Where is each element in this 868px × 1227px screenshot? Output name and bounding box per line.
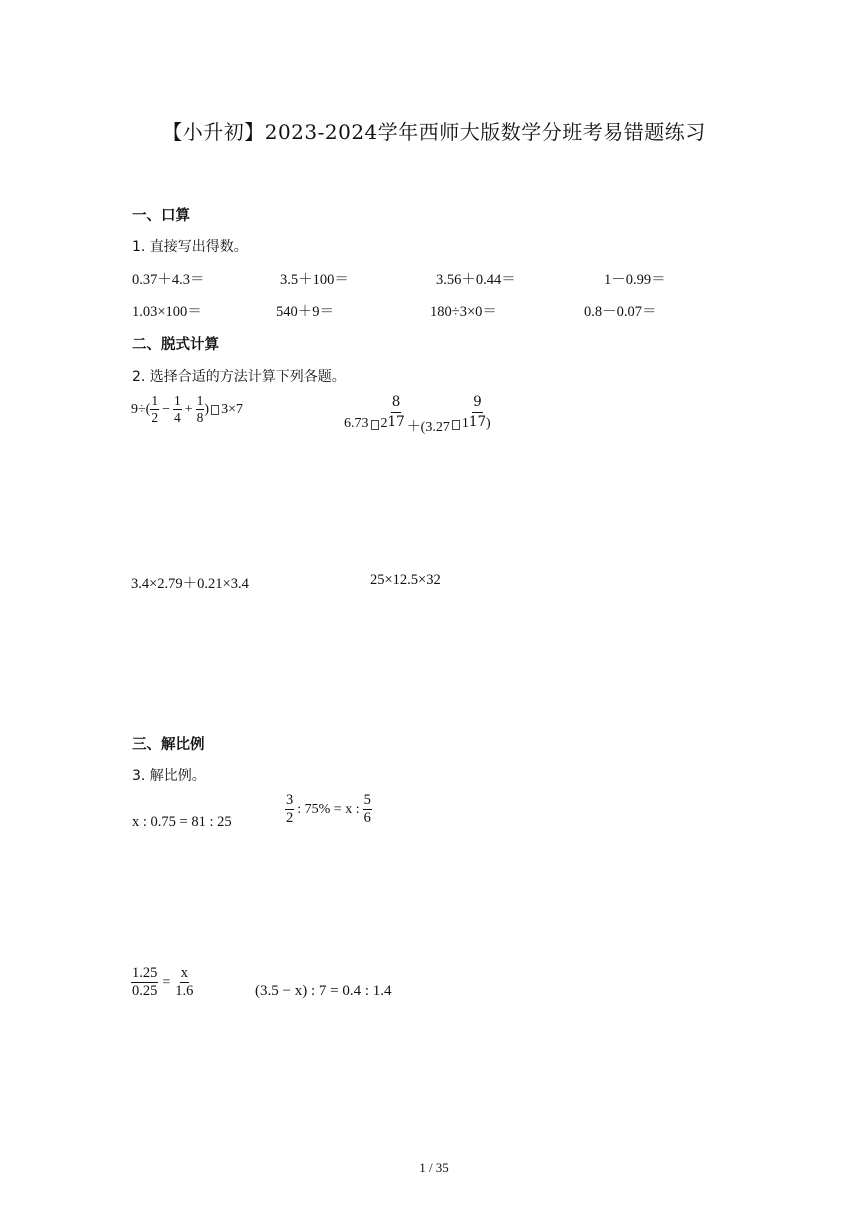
- question-3: 3. 解比例。: [132, 768, 206, 784]
- minus-sign: −: [162, 401, 171, 417]
- expr-text: 3×7: [221, 401, 243, 417]
- numerator: 1: [196, 394, 205, 410]
- oral-item: 180÷3×0＝: [430, 304, 497, 320]
- proportion-4: (3.5 − x) : 7 = 0.4 : 1.4: [255, 983, 392, 999]
- fraction: [196, 394, 205, 425]
- calc-expression-3: 3.4×2.79＋0.21×3.4: [131, 576, 249, 592]
- whole-part: 1: [461, 416, 469, 431]
- equals-sign: =: [162, 974, 171, 990]
- expr-text: 6.73: [344, 416, 369, 431]
- expr-text: 9÷(: [131, 401, 151, 417]
- denominator: 17: [468, 414, 487, 430]
- expr-text: ): [486, 416, 491, 431]
- expr-text: : 75% = x :: [297, 801, 360, 817]
- missing-glyph-box: [371, 420, 379, 430]
- oral-item: 0.8－0.07＝: [584, 304, 657, 320]
- fraction: [388, 394, 405, 430]
- denominator: 17: [387, 414, 405, 430]
- fraction: [285, 793, 294, 826]
- section-heading-proportion: 三、解比例: [132, 737, 205, 753]
- denominator: 6: [363, 810, 371, 827]
- section-heading-oral: 一、口算: [132, 208, 190, 224]
- numerator: 1: [173, 394, 182, 410]
- numerator: 1: [150, 394, 159, 410]
- oral-item: 0.37＋4.3＝: [132, 272, 205, 288]
- calc-expression-4: 25×12.5×32: [370, 572, 441, 588]
- numerator: 5: [363, 793, 372, 810]
- numerator: 8: [391, 394, 402, 413]
- denominator: 4: [174, 410, 181, 426]
- oral-item: 3.5＋100＝: [280, 272, 349, 288]
- plus-sign: +: [184, 401, 193, 417]
- oral-item: 1－0.99＝: [604, 272, 666, 288]
- proportion-3: [131, 966, 194, 999]
- calc-expression-1: [131, 394, 243, 425]
- proportion-2: [285, 793, 372, 826]
- numerator: 1.25: [131, 966, 158, 983]
- proportion-1: x : 0.75 = 81 : 25: [132, 814, 232, 830]
- denominator: 0.25: [132, 983, 158, 1000]
- question-2: 2. 选择合适的方法计算下列各题。: [132, 369, 346, 385]
- fraction: [469, 394, 486, 430]
- oral-item: 3.56＋0.44＝: [436, 272, 516, 288]
- fraction: [174, 966, 194, 999]
- numerator: 3: [285, 793, 294, 810]
- numerator: x: [180, 966, 189, 983]
- missing-glyph-box: [452, 420, 460, 430]
- fraction: [150, 394, 159, 425]
- missing-glyph-box: [211, 405, 219, 415]
- oral-item: 1.03×100＝: [132, 304, 202, 320]
- expr-text: ): [204, 401, 210, 417]
- fraction: [363, 793, 372, 826]
- denominator: 1.6: [175, 983, 194, 1000]
- expr-text: ＋(3.27: [406, 420, 450, 435]
- calc-expression-2: [344, 394, 491, 436]
- section-heading-calc: 二、脱式计算: [132, 337, 219, 353]
- mixed-number: [380, 394, 405, 432]
- numerator: 9: [472, 394, 483, 413]
- denominator: 2: [151, 410, 159, 426]
- question-1: 1. 直接写出得数。: [132, 239, 248, 255]
- oral-item: 540＋9＝: [276, 304, 334, 320]
- page-title: 【小升初】2023-2024学年西师大版数学分班考易错题练习: [162, 120, 706, 144]
- denominator: 8: [196, 410, 204, 426]
- fraction: [173, 394, 182, 425]
- denominator: 2: [286, 810, 294, 827]
- page-number: 1 / 35: [419, 1160, 449, 1175]
- fraction: [131, 966, 158, 999]
- mixed-number: [461, 394, 487, 432]
- whole-part: 2: [380, 416, 388, 431]
